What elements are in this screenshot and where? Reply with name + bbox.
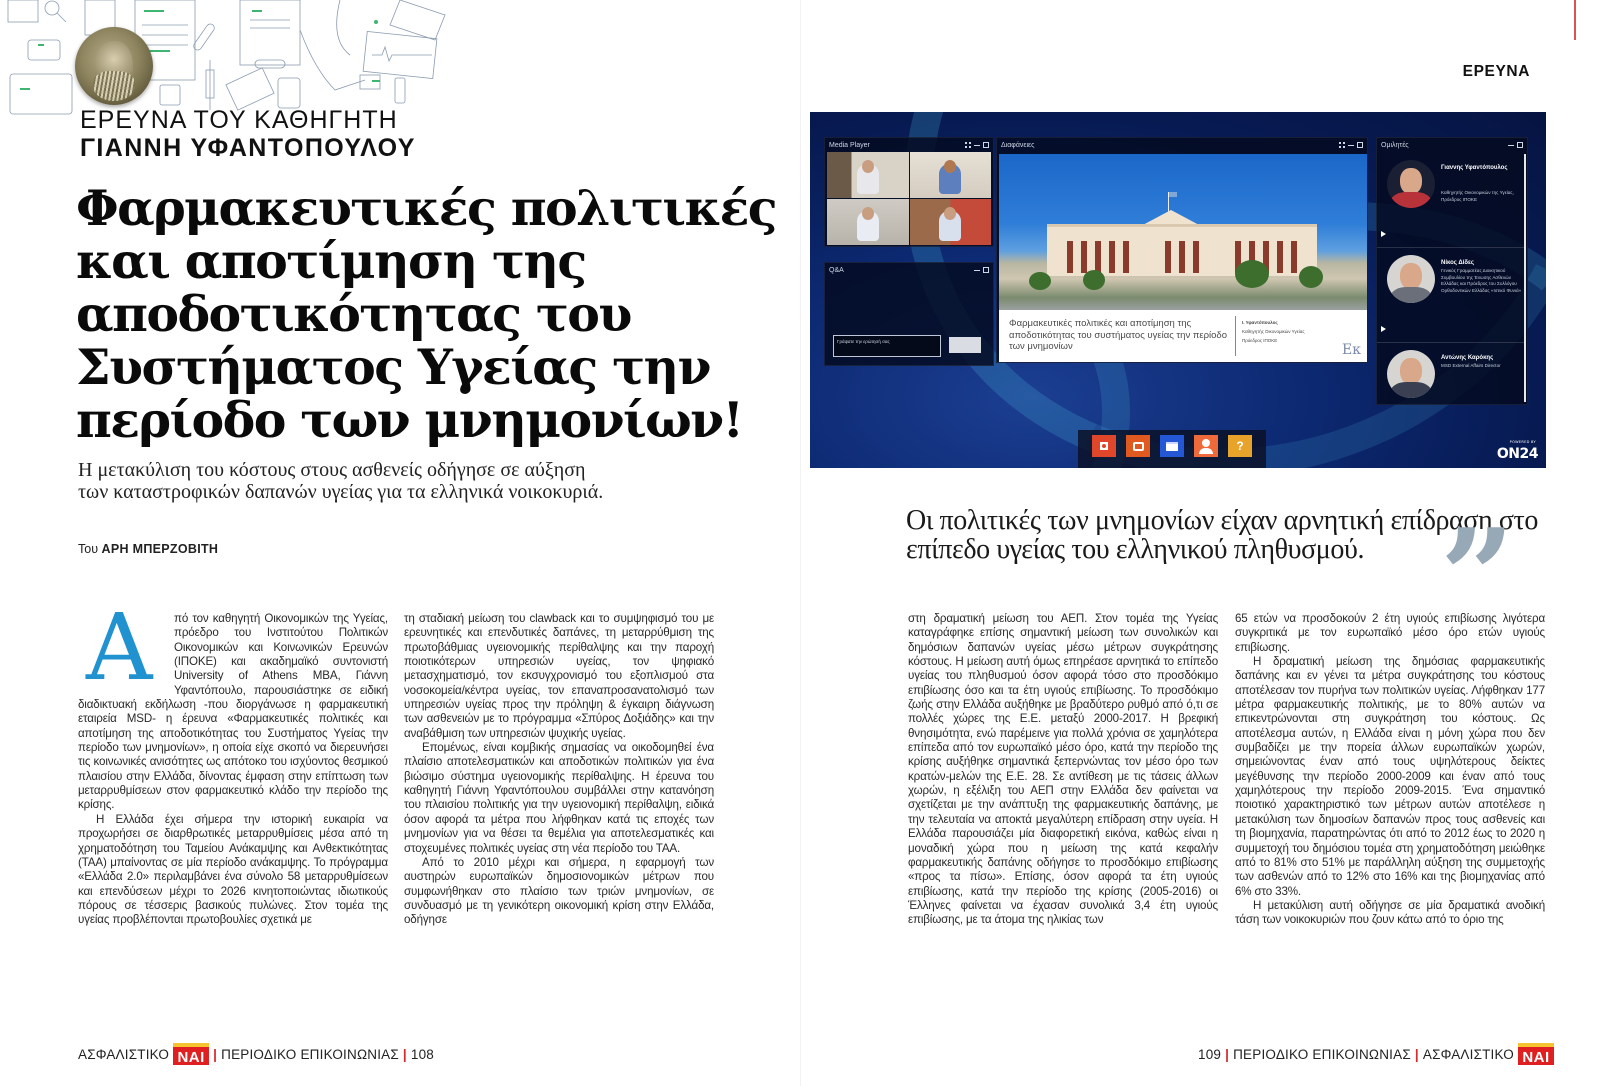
paragraph-text: πό τον καθηγητή Οικονομικών της Υγείας, πρόεδρο του Ινστιτούτου Πολιτικών Οικονομικών και Κοινωνικών Ερευνών (ΙΠΟΚΕ) και ακαδημαϊκό συντονιστή University of Athens MBA, Γιάννη Υφαντόπουλο, παρουσιάστηκε σε ειδική διαδικτυακή εκδήλωση -που διοργάνωσε η φαρμακευτική εταιρεία MSD- η έρευνα «Φαρμακευτικές πολιτικές και αποτίμηση της αποδοτικότητας του Συστήματος Υγείας την περίοδο των μνημονίων», η οποία είχε σκοπό να διερευνήσει τις κοινωνικές ανισότητες ως απότοκο του ισχύοντος θεσμικού πλαισίου στην Ελλάδα, δίνοντας έμφαση στην επίπτωση των μεταρρυθμίσεων στον φαρμακευτικό κλάδο την περίοδο της κρίσης. (78, 612, 388, 812)
speaker-avatar (1387, 255, 1435, 303)
page-gutter (800, 0, 801, 1086)
on24-powered-by: POWERED BY (1509, 440, 1536, 444)
footer-brand: ΑΣΦΑΛΙΣΤΙΚΟ (78, 1046, 170, 1062)
medical-line-illustration (0, 0, 450, 118)
article-column-4 (1235, 612, 1545, 928)
maximize-icon[interactable] (983, 267, 989, 273)
standfirst-line: Η μετακύλιση του κόστους στους ασθενείς οδήγησε σε αύξηση (78, 459, 586, 481)
kicker-line-2: ΓΙΑΝΝΗ ΥΦΑΝΤΟΠΟΥΛΟΥ (80, 134, 416, 162)
quote-mark-icon: ” (1440, 500, 1515, 653)
help-button[interactable]: ? (1228, 435, 1252, 457)
play-icon[interactable] (1381, 326, 1386, 332)
pull-quote: Οι πολιτικές των μνημονίων είχαν αρνητική επίδραση στο επίπεδο υγείας του ελληνικού πληθυσμού. (906, 505, 1539, 565)
standfirst-line: των καταστροφικών δαπανών υγείας για τα ελληνικά νοικοκυριά. (78, 481, 604, 503)
footer-brand: ΑΣΦΑΛΙΣΤΙΚΟ (1422, 1046, 1514, 1062)
byline-prefix: Του (78, 542, 99, 556)
article-column-2 (404, 612, 714, 928)
minimize-icon[interactable] (1508, 145, 1514, 146)
participant-tile (910, 152, 992, 198)
nai-logo (1518, 1043, 1554, 1065)
speakers-title: Ομιλητές (1381, 141, 1409, 149)
maximize-icon[interactable] (1357, 142, 1363, 148)
qa-panel (824, 262, 994, 366)
slide-meta-line: Πρόεδρος ΙΠΟΚΕ (1242, 338, 1278, 343)
headline-line: Φαρμακευτικές πολιτικές (76, 179, 776, 237)
speaker-role: Γενικός Γραμματέας Διοικητικού Συμβουλίου της Ένωσης Ασθενών Ελλάδας και Πρόεδρος του Συλλόγου Ορθοδοντικών Ελλάδας «Ιστικό Φυνιά» (1441, 268, 1522, 293)
paragraph: 65 ετών να προσδοκούν 2 έτη υγιούς επιβίωσης λιγότερα συγκριτικά με τον ευρωπαϊκό μέσο όρο ετών υγιούς επιβίωσης. (1235, 612, 1545, 654)
speakers-panel (1376, 137, 1528, 405)
nai-logo (173, 1043, 209, 1065)
slide-presenter-info (1242, 318, 1305, 345)
play-icon[interactable] (1381, 231, 1386, 237)
speakers-button[interactable] (1194, 435, 1218, 457)
footer-left (78, 1043, 434, 1065)
footer-magazine: ΠΕΡΙΟΔΙΚΟ ΕΠΙΚΟΙΝΩΝΙΑΣ (221, 1046, 399, 1062)
video-grid (825, 152, 993, 245)
speakers-scrollbar[interactable] (1524, 154, 1526, 402)
paragraph: τη σταδιακή μείωση του clawback και το συμψηφισμό του με ερευνητικές και επενδυτικές δαπάνες, τη μεταρρύθμιση της πρωτοβάθμιας υγειονομικής περίθαλψης και την παροχή ποιοτικότερων υπηρεσιών υγείας, τον ψηφιακό μετασχηματισμό, τον εκσυγχρονισμό του εξοπλισμού στα νοσοκομεία/κέντρα υγείας, τον επαναπροσανατολισμό των υπηρεσιών υγείας προς την πρόληψη & έγκαιρη διάγνωση των ασθενειών με το πρόγραμμα «Σπύρος Δοξιάδης» και την αναβάθμιση των υπηρεσιών ψυχικής υγείας. (404, 612, 714, 740)
media-player-button[interactable] (1092, 435, 1116, 457)
submit-question-button[interactable] (949, 337, 981, 353)
medical-icons-pattern (0, 0, 450, 118)
slide-logo: Εκ (1342, 342, 1361, 358)
slides-button[interactable] (1160, 435, 1184, 457)
edge-rule (1574, 0, 1576, 40)
slide-caption (999, 310, 1367, 362)
footer-separator: | (213, 1046, 218, 1062)
media-player-panel (824, 137, 994, 247)
slides-title: Διαφάνειες (1001, 141, 1035, 149)
paragraph: Η Ελλάδα έχει σήμερα την ιστορική ευκαιρία να προχωρήσει σε διαρθρωτικές μεταρρυθμίσεις μέσα από τη χρηματοδότηση του Ταμείου Ανάκαμψης και Ανθεκτικότητας (ΤΑΑ) μπαίνοντας σε μία περίοδο ανάκαμψης. Το πρόγραμμα «Ελλάδα 2.0» περιλαμβάνει ένα σύνολο 58 μεταρρυθμίσεων και επενδύσεων μέχρι το 2026 κινητοποιώντας ιδιωτικούς πόρους σε τέσσερις βασικούς πυλώνες. Στον τομέα της υγείας προβλέπονται πρωτοβουλίες σχετικά με (78, 812, 388, 927)
paragraph: Η δραματική μείωση της δημόσιας φαρμακευτικής δαπάνης και εν γένει τα μέτρα συγκράτησης του κόστους αποτέλεσαν τον πυρήνα των πολιτικών υγείας. Λήφθηκαν 177 μέτρα φαρμακευτικής πολιτικής, με το 80% αυτών να επικεντρώνονται στη συγκράτηση του κόστους. Ως αποτέλεσμα αυτών, η Ελλάδα είναι η μόνη χώρα που δεν συμβαδίζει με την πορεία άλλων ευρωπαϊκών χωρών, σημειώνοντας έναν από τους υψηλότερους δείκτες μεγέθυνσης την περίοδο 2000-2009 και έναν από τους χαμηλότερους την περίοδο 2009-2015. Ένα σημαντικό ποιοτικό χαρακτηριστικό των μέτρων αυτών αποτέλεσε η μετακύλιση των δημοσίων δαπανών προς τους ασθενείς και τη βιομηχανία, παρατηρώντας ότι από το 2012 έως το 2020 η συμμετοχή του δημόσιου τομέα στη χρηματοδότηση μειώθηκε από το 81% στο 51% με παράλληλη αύξηση της συμμετοχής των ασθενών από το 12% στο 16% και της βιομηχανίας από 6% στο 33%. (1235, 655, 1545, 898)
webinar-screenshot (810, 112, 1546, 468)
qa-button[interactable] (1126, 435, 1150, 457)
minimize-icon[interactable] (974, 270, 980, 271)
kicker-line-1: ΕΡΕΥΝΑ ΤΟΥ ΚΑΘΗΓΗΤΗ (80, 106, 398, 134)
logo-text: ΝΑΙ (177, 1049, 205, 1066)
paragraph: Επομένως, είναι κομβικής σημασίας να οικοδομηθεί ένα πλαίσιο αποτελεσματικών και αποδοτικών πολιτικών για ένα βιώσιμο σύστημα υγειονομικής περίθαλψης. Η έρευνα του καθηγητή Γιάννη Υφαντόπουλου συμβάλλει στην κατανόηση του πλαισίου πολιτικής για την υγειονομική περίθαλψη, ειδικά όσον αφορά τα μέτρα που λήφθηκαν κατά τις εποχές των μνημονίων για να θέσει τα θεμέλια για αποτελεσματικές και στοχευμένες πολιτικές υγείας στη νέα περίοδο του ΤΑΑ. (404, 741, 714, 855)
speaker-card[interactable] (1377, 344, 1525, 438)
paragraph: Η μετακύλιση αυτή οδήγησε σε μία δραματικά ανοδική τάση των νοικοκυριών που ζουν κάτω από το όριο της (1235, 898, 1545, 927)
article-column-3 (908, 612, 1218, 928)
minimize-icon[interactable] (1348, 145, 1354, 146)
byline-author: ΑΡΗ ΜΠΕΡΖΟΒΙΤΗ (101, 542, 219, 556)
slide-meta-line: Καθηγητής Οικονομικών Υγείας (1242, 329, 1305, 334)
section-tag: ΕΡΕΥΝΑ (1462, 63, 1530, 80)
page-number: 109 (1197, 1046, 1222, 1062)
footer-separator: | (1225, 1046, 1230, 1062)
headline-line: και αποτίμηση της (76, 232, 586, 290)
media-player-title: Media Player (829, 141, 870, 149)
paragraph: στη δραματική μείωση του ΑΕΠ. Στον τομέα της Υγείας καταγράφηκε επίσης σημαντική μείωση των συνολικών και δημόσιων δαπανών υγείας μέσω μέτρων συγκράτησης κόστους. Η μείωση αυτή όμως επηρέασε αρνητικά το επίπεδο υγείας του πληθυσμού όσον αφορά τόσο στο προσδόκιμο επιβίωσης όσο και τα έτη υγιούς επιβίωσης. Το προσδόκιμο ζωής στην Ελλάδα αυξήθηκε με βραδύτερο ρυθμό από ό,τι σε πολλές χώρες της Ε.Ε. μεταξύ 2000-2017. Η βρεφική θνησιμότητα, ενώ παρέμεινε για πολλά χρόνια σε χαμηλότερα επίπεδα από τον ευρωπαϊκό μέσο όρο, κατά την περίοδο της κρίσης αυξήθηκε σημαντικά ξεπερνώντας τον μέσο όρο των κρατών-μελών της Ε.Ε. 28. Σε αντίθεση με τις τάσεις άλλων χωρών, η εξέλιξη του ΑΕΠ στην Ελλάδα δεν φαίνεται να σχετίζεται με την ανάπτυξη της φαρμακευτικής δαπάνης, με την τελευταία να αποκτά μεγαλύτερη επίδραση στην υγεία. Η Ελλάδα παρουσιάζει μία διαφορετική εικόνα, καθώς είναι η μοναδική χώρα που η μείωση της κατά κεφαλήν φαρμακευτικής δαπάνης οδήγησε το προσδόκιμο επιβίωσης «προς τα πίσω». Επίσης, όσον αφορά τα έτη υγιούς επιβίωσης, κατά την περίοδο της κρίσης (2005-2016) οι Έλληνες φαίνεται να έχασαν συνολικά 3,4 έτη υγιούς επιβίωσης, με τα άτομα της ηλικίας των (908, 612, 1218, 927)
speaker-name: Γιαννης Υφαντόπουλος (1441, 165, 1508, 171)
page-number: 108 (410, 1046, 435, 1062)
slides-panel (996, 137, 1368, 363)
layout-icon[interactable] (1339, 142, 1345, 148)
participant-tile (827, 199, 909, 245)
slide-title: Φαρμακευτικές πολιτικές και αποτίμηση της αποδοτικότητας του συστήματος υγείας την περίοδο των μνημονίων (1009, 318, 1228, 352)
logo-text: ΝΑΙ (1522, 1049, 1550, 1066)
on24-logo (1496, 440, 1538, 462)
on24-text: ON24 (1496, 446, 1538, 462)
maximize-icon[interactable] (983, 142, 989, 148)
portrait-medallion (75, 27, 153, 105)
minimize-icon[interactable] (974, 145, 980, 146)
speaker-card[interactable] (1377, 154, 1525, 248)
slide-meta-line: Ι. Υφαντόπουλος (1242, 320, 1278, 325)
question-input[interactable]: Γράψατε την ερώτησή σας (833, 335, 941, 357)
participant-tile (827, 152, 909, 198)
qa-title: Q&A (829, 266, 844, 274)
speaker-role: MSD External Affairs Director (1441, 363, 1501, 368)
webinar-toolbar (1078, 430, 1266, 468)
headline-line: Συστήματος Υγείας την (76, 338, 710, 396)
footer-separator: | (402, 1046, 407, 1062)
participant-tile (910, 199, 992, 245)
maximize-icon[interactable] (1517, 142, 1523, 148)
paragraph: Από το 2010 μέχρι και σήμερα, η εφαρμογή των αυστηρών ευρωπαϊκών δημοσιονομικών μέτρων που συμφωνήθηκαν στο πλαίσιο των τριών μνημονίων, σε συνδυασμό με τη γενικότερη οικονομική κρίση στην Ελλάδα, οδήγησε (404, 855, 714, 927)
speaker-avatar (1387, 160, 1435, 208)
speaker-card[interactable] (1377, 249, 1525, 343)
headline-line: αποδοτικότητας του (76, 285, 631, 343)
speaker-name: Νίκος Δίδες (1441, 260, 1474, 266)
speaker-name: Αντώνης Καρόκης (1441, 355, 1494, 361)
byline (78, 542, 218, 556)
layout-icon[interactable] (965, 142, 971, 148)
dropcap-box (78, 594, 168, 701)
article-column-1 (78, 594, 388, 928)
speaker-avatar (1387, 350, 1435, 398)
speaker-role: Καθηγητής Οικονομικών της Υγείας, Πρόεδρος ΙΠΟΚΕ (1441, 190, 1514, 202)
footer-magazine: ΠΕΡΙΟΔΙΚΟ ΕΠΙΚΟΙΝΩΝΙΑΣ (1233, 1046, 1411, 1062)
footer-separator: | (1414, 1046, 1419, 1062)
standfirst (78, 459, 678, 503)
dropcap: Α (86, 594, 153, 701)
paragraph (78, 594, 388, 813)
section-kicker (80, 106, 416, 162)
article-headline (76, 179, 776, 449)
university-building-photo (999, 154, 1367, 310)
headline-line: περίοδο των μνημονίων! (76, 391, 743, 449)
footer-right (1198, 1043, 1554, 1065)
